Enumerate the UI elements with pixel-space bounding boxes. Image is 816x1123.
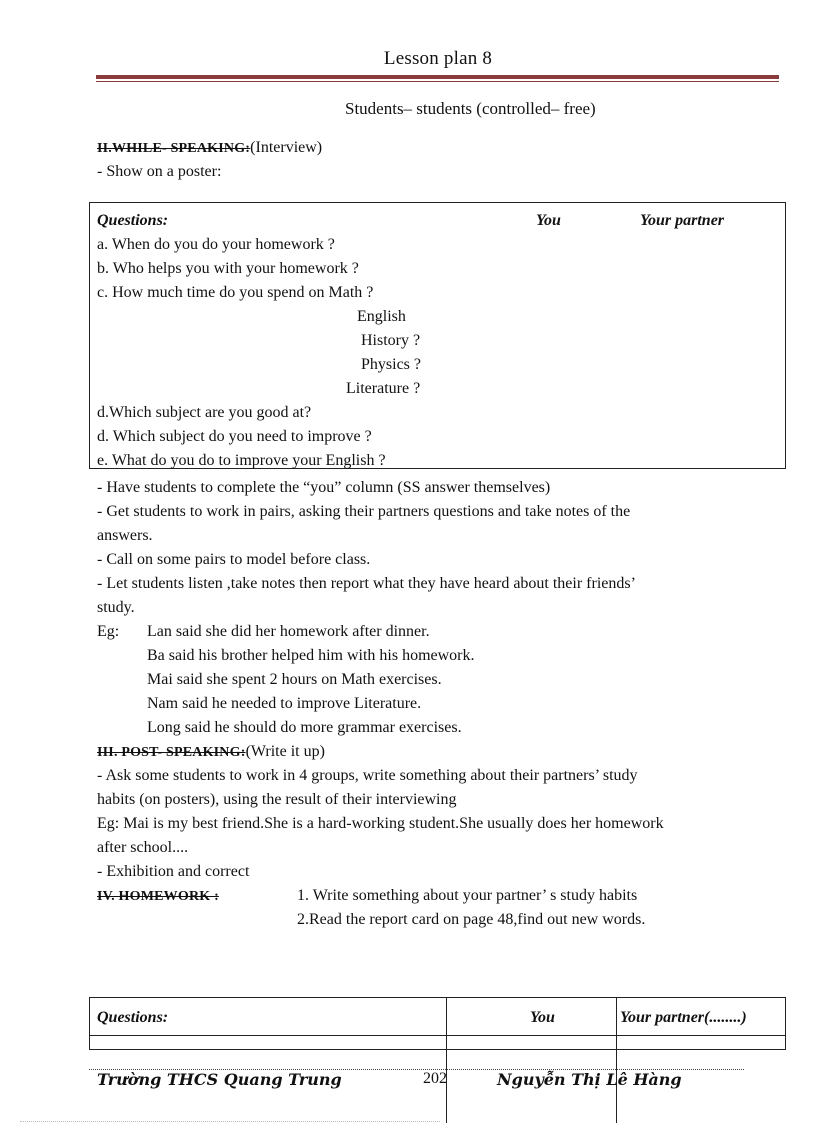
post-speaking-line: - Ask some students to work in 4 groups, write something about their partners’ study: [97, 767, 638, 784]
example-line: Long said he should do more grammar exercises.: [147, 719, 462, 736]
homework-heading-line: [97, 887, 219, 905]
poster-row: English: [357, 308, 406, 325]
example-line: Nam said he needed to improve Literature.: [147, 695, 422, 712]
page-header-title: Lesson plan 8: [383, 48, 493, 69]
homework-item: 2.Read the report card on page 48,find out new words.: [297, 911, 646, 928]
example-line: Ba said his brother helped him with his homework.: [147, 647, 475, 664]
poster-row: Literature ?: [346, 380, 421, 397]
examples-label: Eg:: [97, 623, 120, 640]
activity-line: study.: [97, 599, 135, 616]
bottom-table-row-divider: [89, 1035, 786, 1036]
footer-page-number: 202: [423, 1070, 447, 1087]
example-line: Lan said she did her homework after dinner.: [147, 623, 430, 640]
while-speaking-mode: (Interview): [250, 139, 323, 156]
activity-line: - Let students listen ,take notes then report what they have heard about their friends’: [97, 575, 636, 592]
page-edge-rule: [20, 1121, 440, 1122]
poster-row: e. What do you do to improve your English ?: [97, 452, 386, 469]
bottom-col-partner: Your partner(........): [620, 1009, 747, 1026]
bottom-table-col-divider: [446, 997, 447, 1123]
post-speaking-line: after school....: [97, 839, 189, 856]
footer-school: Trường THCS Quang Trung: [97, 1070, 342, 1089]
example-line: Mai said she spent 2 hours on Math exercises.: [147, 671, 442, 688]
poster-row: Physics ?: [361, 356, 421, 373]
bottom-col-you: You: [530, 1009, 555, 1026]
bottom-table-col-divider: [616, 997, 617, 1123]
poster-col-partner: Your partner: [640, 212, 725, 229]
poster-row: c. How much time do you spend on Math ?: [97, 284, 374, 301]
homework-item: 1. Write something about your partner’ s study habits: [297, 887, 638, 904]
poster-row: History ?: [361, 332, 421, 349]
activity-line: - Have students to complete the “you” column (SS answer themselves): [97, 479, 551, 496]
activity-line: - Get students to work in pairs, asking their partners questions and take notes of the: [97, 503, 631, 520]
poster-row: d.Which subject are you good at?: [97, 404, 312, 421]
poster-col-questions: Questions:: [97, 212, 169, 229]
header-rule-thin: [96, 81, 779, 82]
post-speaking-mode: (Write it up): [245, 743, 325, 760]
while-speaking-heading: II.WHILE- SPEAKING:: [97, 141, 251, 156]
poster-row: b. Who helps you with your homework ?: [97, 260, 359, 277]
post-speaking-heading-line: [97, 743, 325, 761]
header-rule-thick: [96, 75, 779, 79]
post-speaking-line: habits (on posters), using the result of their interviewing: [97, 791, 457, 808]
poster-row: a. When do you do your homework ?: [97, 236, 335, 253]
bottom-col-questions: Questions:: [97, 1009, 169, 1026]
activity-line: - Call on some pairs to model before class.: [97, 551, 371, 568]
post-speaking-line: - Exhibition and correct: [97, 863, 250, 880]
post-speaking-heading: III. POST- SPEAKING:: [97, 745, 246, 760]
post-speaking-line: Eg: Mai is my best friend.She is a hard-working student.She usually does her homework: [97, 815, 664, 832]
while-speaking-intro: - Show on a poster:: [97, 163, 222, 180]
while-speaking-heading-line: [97, 139, 322, 157]
homework-heading: IV. HOMEWORK :: [97, 889, 219, 904]
activity-line: answers.: [97, 527, 153, 544]
lesson-subtitle: Students– students (controlled– free): [345, 99, 596, 118]
footer-teacher: Nguyễn Thị Lê Hàng: [497, 1070, 682, 1089]
poster-col-you: You: [536, 212, 561, 229]
poster-row: d. Which subject do you need to improve ?: [97, 428, 372, 445]
